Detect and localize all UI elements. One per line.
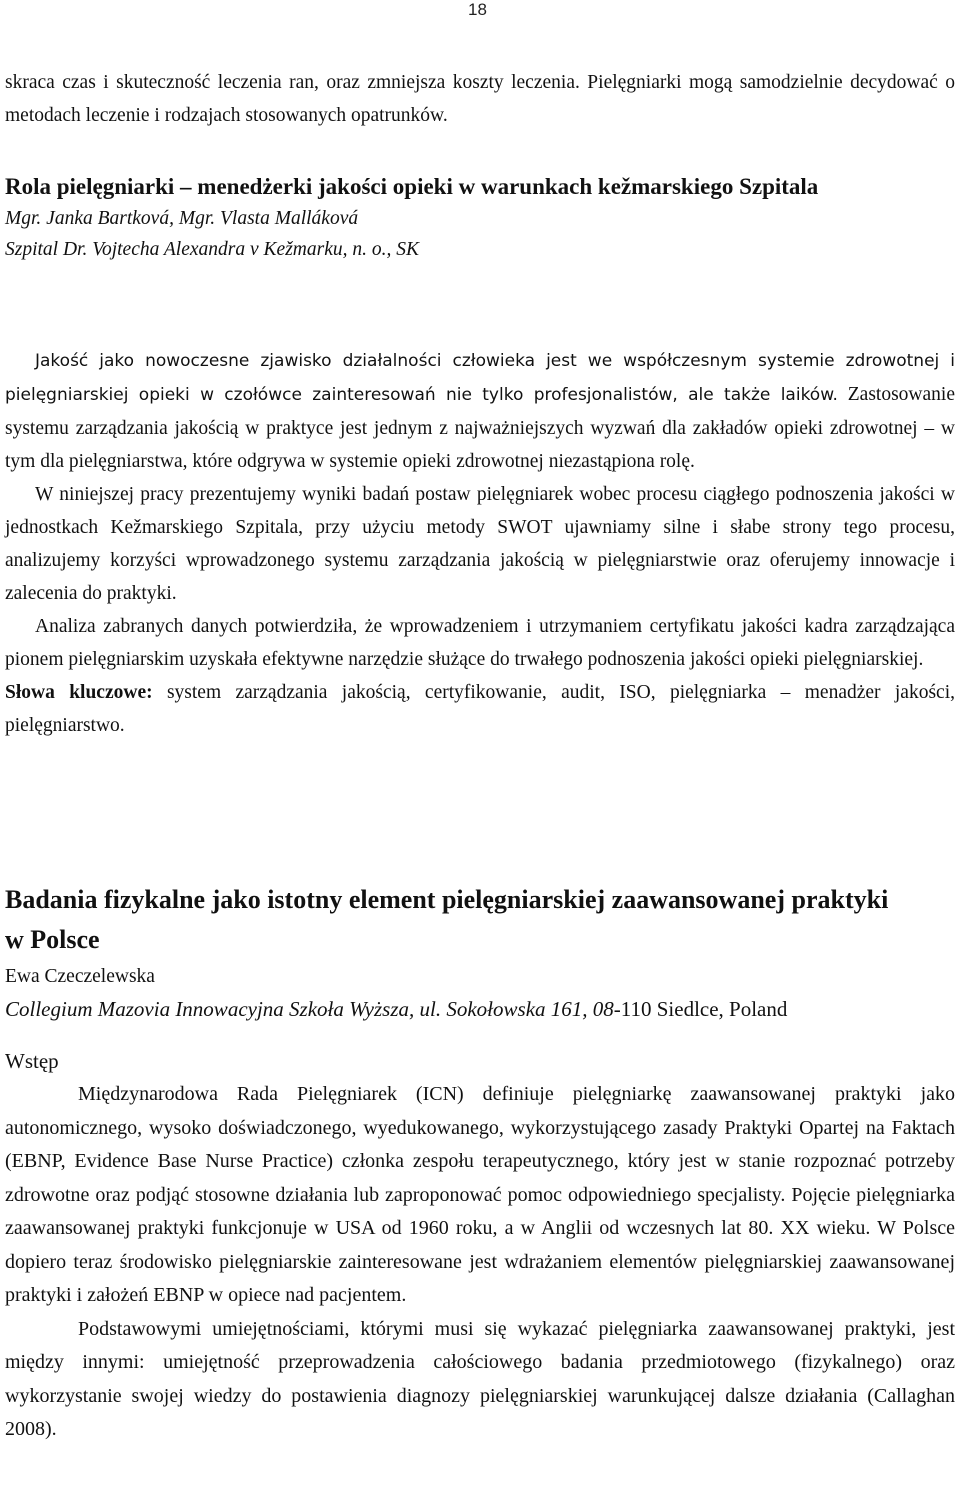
article2-title: Badania fizykalne jako istotny element pielęgniarskiej zaawansowanej praktyki w Polsce xyxy=(5,885,889,954)
keywords-line xyxy=(5,676,955,742)
article2-paragraph-2: Podstawowymi umiejętnościami, którymi musi się wykazać pielęgniarka zaawansowanej praktyki, jest między innymi: umiejętność przeprowadzenia całościowego badania przedmiotowego (fizykalnego) oraz wykorzystanie swojej wiedzy do postawienia diagnozy pielęgniarskiej warunkującej dalsze działania (Callaghan 2008). xyxy=(5,1317,955,1440)
article2-header xyxy=(5,880,955,1026)
abstract-paragraph-1-cont: Zastosowanie systemu zarządzania jakością w praktyce jest jednym z najważniejszych wyzwań dla zakładów opieki zdrowotnej – w tym dla pielęgniarstwa, które odgrywa w systemie opieki zdrowotnej niezastąpiona rolę. xyxy=(5,384,955,472)
article2-affiliation-italic: Collegium Mazovia Innowacyjna Szkoła Wyższa, ul. Sokołowska 161, 08- xyxy=(5,997,621,1021)
keywords-text: system zarządzania jakością, certyfikowanie, audit, ISO, pielęgniarka – menadżer jakości, pielęgniarstwo. xyxy=(5,682,955,736)
article1-header xyxy=(5,170,955,265)
article2-affiliation-rest: 110 Siedlce, Poland xyxy=(620,997,788,1021)
abstract-paragraph-3: Analiza zabranych danych potwierdziła, że wprowadzeniem i utrzymaniem certyfikatu jakości kadra zarządzająca pionem pielęgniarskim uzyskała efektywne narzędzie służące do trwałego podnoszenia jakości opieki pielęgniarskiej. xyxy=(5,616,955,670)
abstract-paragraph-1-lead: Jakość jako nowoczesne zjawisko działalności człowieka jest we współczesnym systemie zdrowotnej i pielęgniarskiej opieki w czołówce zainteresowań nie tylko profesjonalistów, ale także laików. xyxy=(5,351,955,405)
abstract-paragraph-2: W niniejszej pracy prezentujemy wyniki badań postaw pielęgniarek wobec procesu ciągłego podnoszenia jakości w jednostkach Kežmarskiego Szpitala, przy użyciu metody SWOT ujawniamy silne i słabe strony tego procesu, analizujemy korzyści wprowadzonego systemu zarządzania jakością w pielęgniarstwie oraz oferujemy innowacje i zalecenia do praktyki. xyxy=(5,484,955,604)
intro-paragraph: skraca czas i skuteczność leczenia ran, oraz zmniejsza koszty leczenia. Pielęgniarki mogą samodzielnie decydować o metodach leczenie i rodzajach stosowanych opatrunków. xyxy=(5,72,955,126)
article1-title: Rola pielęgniarki – menedżerki jakości opieki w warunkach kežmarskiego Szpitala xyxy=(5,174,819,199)
page-number: 18 xyxy=(468,0,487,19)
keywords-label: Słowa kluczowe: xyxy=(5,682,153,703)
article2-author: Ewa Czeczelewska xyxy=(5,966,155,987)
article2-affiliation xyxy=(5,993,955,1026)
abstract-paragraph-1 xyxy=(5,344,955,478)
section-heading-wstep: Wstęp xyxy=(5,1049,59,1073)
article1-abstract xyxy=(5,344,955,742)
article1-authors: Mgr. Janka Bartková, Mgr. Vlasta Malláková xyxy=(5,208,359,229)
article1-affiliation: Szpital Dr. Vojtecha Alexandra v Kežmarku, n. o., SK xyxy=(5,239,419,260)
article2-body xyxy=(5,1045,955,1447)
intro-text-block xyxy=(5,66,955,132)
article2-paragraph-1: Międzynarodowa Rada Pielęgniarek (ICN) definiuje pielęgniarkę zaawansowanej praktyki jako autonomicznego, wysoko doświadczonego, wyedukowanego, wykorzystującego zasady Praktyki Opartej na Faktach (EBNP, Evidence Base Nurse Practice) członka zespołu terapeutycznego, który jest w stanie rozpoznać potrzeby zdrowotne oraz podjąć stosowne działania lub zaproponować pomoc odpowiedniego specjalisty. Pojęcie pielęgniarka zaawansowanej praktyki funkcjonuje w USA od 1960 roku, a w Anglii od wczesnych lat 80. XX wieku. W Polsce dopiero teraz środowisko pielęgniarskie zainteresowane jest wdrażaniem elementów pielęgniarskiej zaawansowanej praktyki i założeń EBNP w opiece nad pacjentem. xyxy=(5,1083,955,1306)
